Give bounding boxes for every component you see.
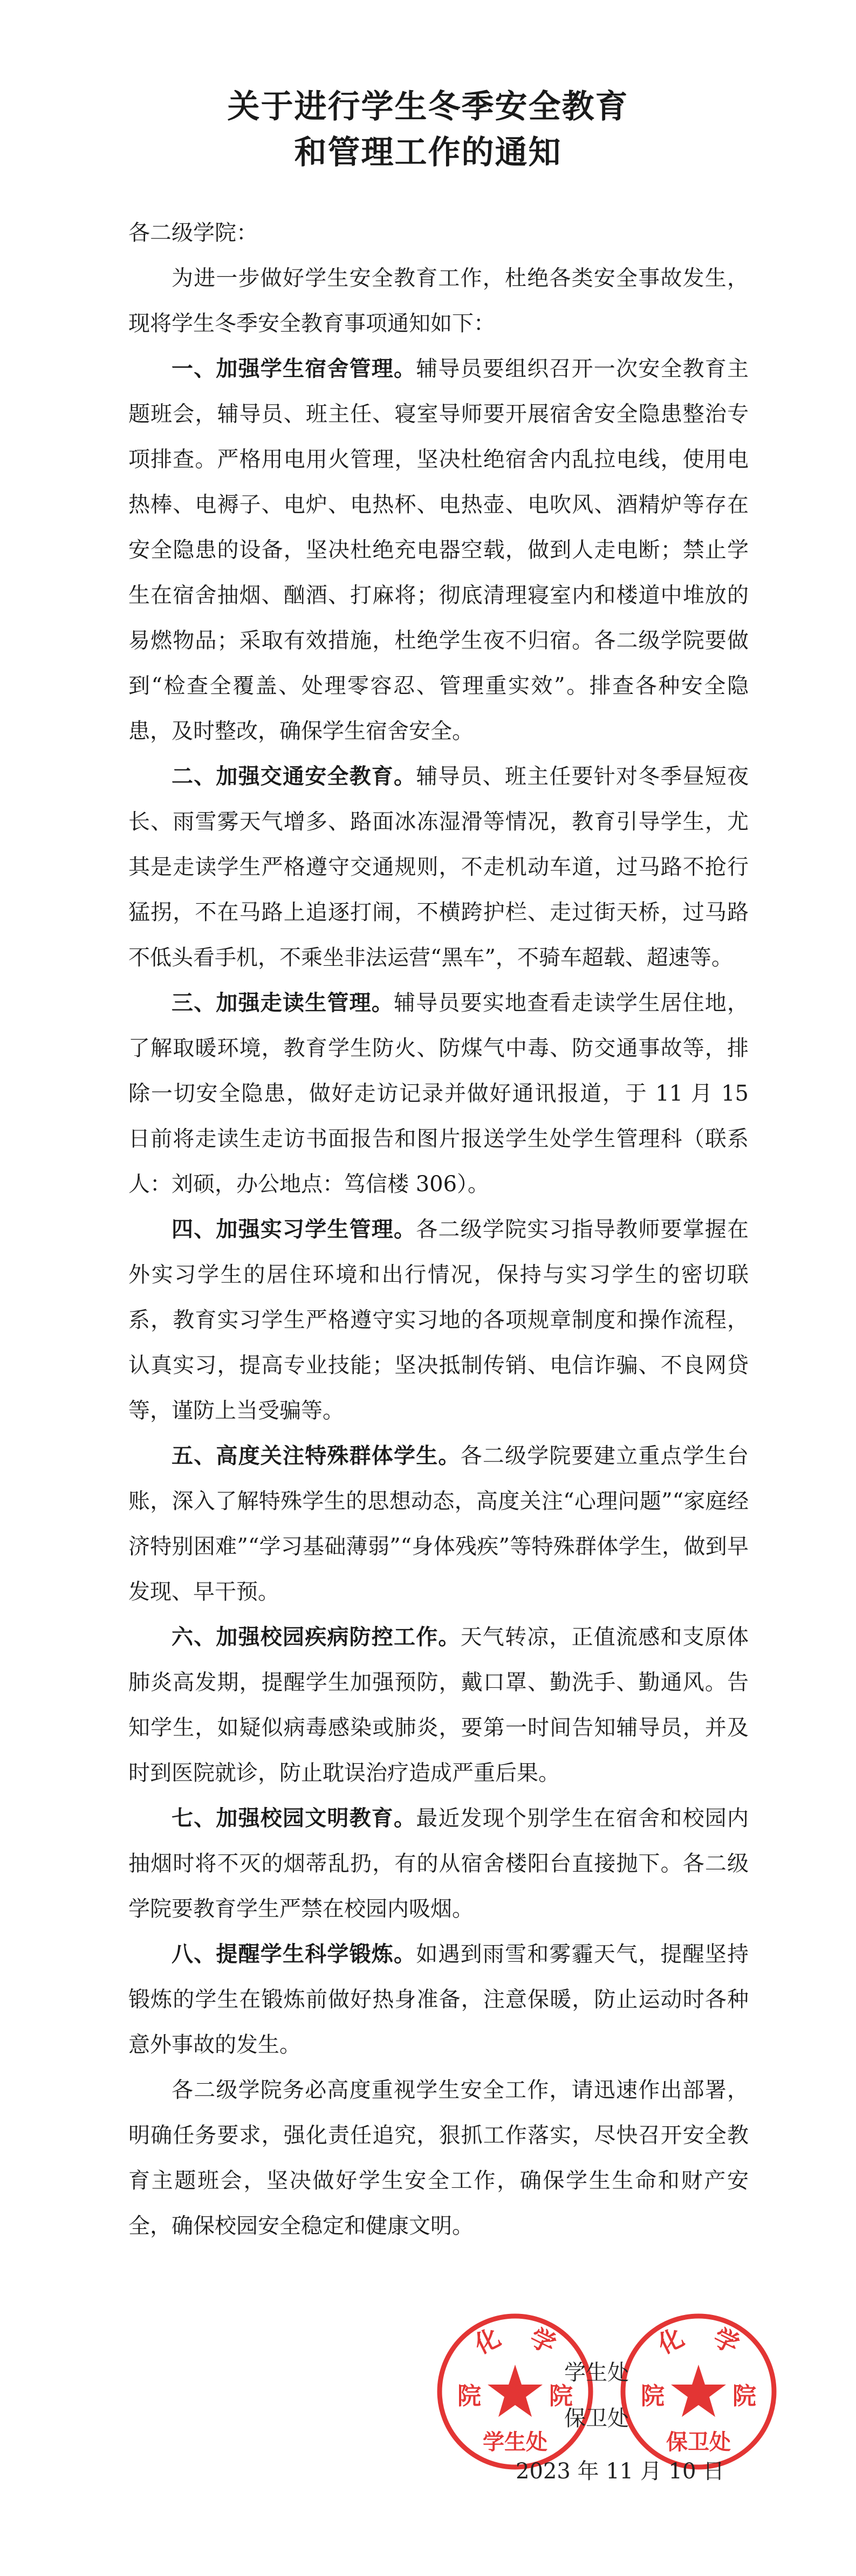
seal-star-icon <box>488 2365 543 2417</box>
section-5-body: 各二级学院要建立重点学生台账，深入了解特殊学生的思想动态，高度关注“心理问题”“家庭经济特别困难”“学习基础薄弱”“身体残疾”等特殊群体学生，做到早发现、早干预。 <box>128 1444 749 1604</box>
seal-1-right-char: 院 <box>549 2382 573 2410</box>
seal-icon <box>615 2308 782 2475</box>
section-1-body: 辅导员要组织召开一次安全教育主题班会，辅导员、班主任、寝室导师要开展宿舍安全隐患整治专项排查。严格用电用火管理，坚决杜绝宿舍内乱拉电线，使用电热棒、电褥子、电炉、电热杯、电热壶、电吹风、酒精炉等存在安全隐患的设备，坚决杜绝充电器空载，做到人走电断；禁止学生在宿舍抽烟、酗酒、打麻将；彻底清理寝室内和楼道中堆放的易燃物品；采取有效措施，杜绝学生夜不归宿。各二级学院要做到“检查全覆盖、处理零容忍、管理重实效”。排查各种安全隐患，及时整改，确保学生宿舍安全。 <box>128 356 749 744</box>
seal-1-top-text: 化 学 <box>469 2320 561 2360</box>
section-1 <box>128 346 749 754</box>
section-2-heading: 二、加强交通安全教育。 <box>172 764 416 789</box>
section-7-body: 最近发现个别学生在宿舍和校园内抽烟时将不灭的烟蒂乱扔，有的从宿舍楼阳台直接抛下。各二级学院要教育学生严禁在校园内吸烟。 <box>128 1806 749 1921</box>
seal-2-left-char: 院 <box>641 2382 665 2410</box>
section-4-heading: 四、加强实习学生管理。 <box>172 1217 416 1242</box>
signature-dept-1: 学生处 <box>564 2360 629 2385</box>
salutation: 各二级学院： <box>128 221 258 245</box>
section-3-body: 辅导员要实地查看走读学生居住地，了解取暖环境，教育学生防火、防煤气中毒、防交通事故等，排除一切安全隐患，做好走访记录并做好通讯报道，于 11 月 15 日前将走读生走访书面报告和图片报送学生处学生管理科（联系人：刘硕，办公地点：笃信楼 306）。 <box>128 991 749 1197</box>
section-3-heading: 三、加强走读生管理。 <box>172 990 394 1015</box>
seal-2-top-text: 化 学 <box>653 2320 744 2360</box>
section-8-heading: 八、提醒学生科学锻炼。 <box>172 1941 416 1967</box>
section-7-heading: 七、加强校园文明教育。 <box>172 1805 416 1831</box>
document-title-line-2: 和管理工作的通知 <box>294 134 562 171</box>
section-6-body: 天气转凉，正值流感和支原体肺炎高发期，提醒学生加强预防，戴口罩、勤洗手、勤通风。告知学生，如疑似病毒感染或肺炎，要第一时间告知辅导员，并及时到医院就诊，防止耽误治疗造成严重后果。 <box>128 1625 749 1785</box>
document-title-line-1: 关于进行学生冬季安全教育 <box>227 88 629 126</box>
section-4 <box>128 1207 749 1433</box>
intro-paragraph: 为进一步做好学生安全教育工作，杜绝各类安全事故发生，现将学生冬季安全教育事项通知如下： <box>128 266 749 336</box>
closing-paragraph: 各二级学院务必高度重视学生安全工作，请迅速作出部署，明确任务要求，强化责任追究，狠抓工作落实，尽快召开安全教育主题班会，坚决做好学生安全工作，确保学生生命和财产安全，确保校园安全稳定和健康文明。 <box>128 2078 749 2238</box>
section-6 <box>128 1615 749 1796</box>
section-5-heading: 五、高度关注特殊群体学生。 <box>172 1443 461 1468</box>
signature-date: 2023 年 11 月 10 日 <box>516 2459 725 2484</box>
section-8 <box>128 1932 749 2067</box>
signature-block <box>0 2286 856 2545</box>
section-2 <box>128 754 749 980</box>
seal-1-bottom-text: 学生处 <box>483 2430 547 2455</box>
seal-star-icon <box>671 2365 726 2417</box>
signature-dept-2: 保卫处 <box>564 2406 629 2431</box>
seal-2-right-char: 院 <box>732 2382 756 2410</box>
seal-2-bottom-text: 保卫处 <box>666 2430 731 2455</box>
section-5 <box>128 1433 749 1615</box>
seal-icon <box>432 2308 599 2475</box>
section-2-body: 辅导员、班主任要针对冬季昼短夜长、雨雪雾天气增多、路面冰冻湿滑等情况，教育引导学生，尤其是走读学生严格遵守交通规则，不走机动车道，过马路不抢行猛拐，不在马路上追逐打闹，不横跨护栏、走过街天桥，过马路不低头看手机，不乘坐非法运营“黑车”，不骑车超载、超速等。 <box>128 764 749 970</box>
section-8-body: 如遇到雨雪和雾霾天气，提醒坚持锻炼的学生在锻炼前做好热身准备，注意保暖，防止运动时各种意外事故的发生。 <box>128 1942 749 2057</box>
section-4-body: 各二级学院实习指导教师要掌握在外实习学生的居住环境和出行情况，保持与实习学生的密切联系，教育实习学生严格遵守实习地的各项规章制度和操作流程，认真实习，提高专业技能；坚决抵制传销、电信诈骗、不良网贷等，谨防上当受骗等。 <box>128 1217 749 1423</box>
section-1-heading: 一、加强学生宿舍管理。 <box>172 356 416 381</box>
security-office-seal <box>615 2308 782 2475</box>
seal-1-left-char: 院 <box>457 2382 481 2410</box>
section-6-heading: 六、加强校园疾病防控工作。 <box>172 1624 461 1650</box>
section-3 <box>128 980 749 1207</box>
document-body <box>128 210 749 2249</box>
section-7 <box>128 1796 749 1932</box>
student-affairs-seal <box>432 2308 599 2475</box>
